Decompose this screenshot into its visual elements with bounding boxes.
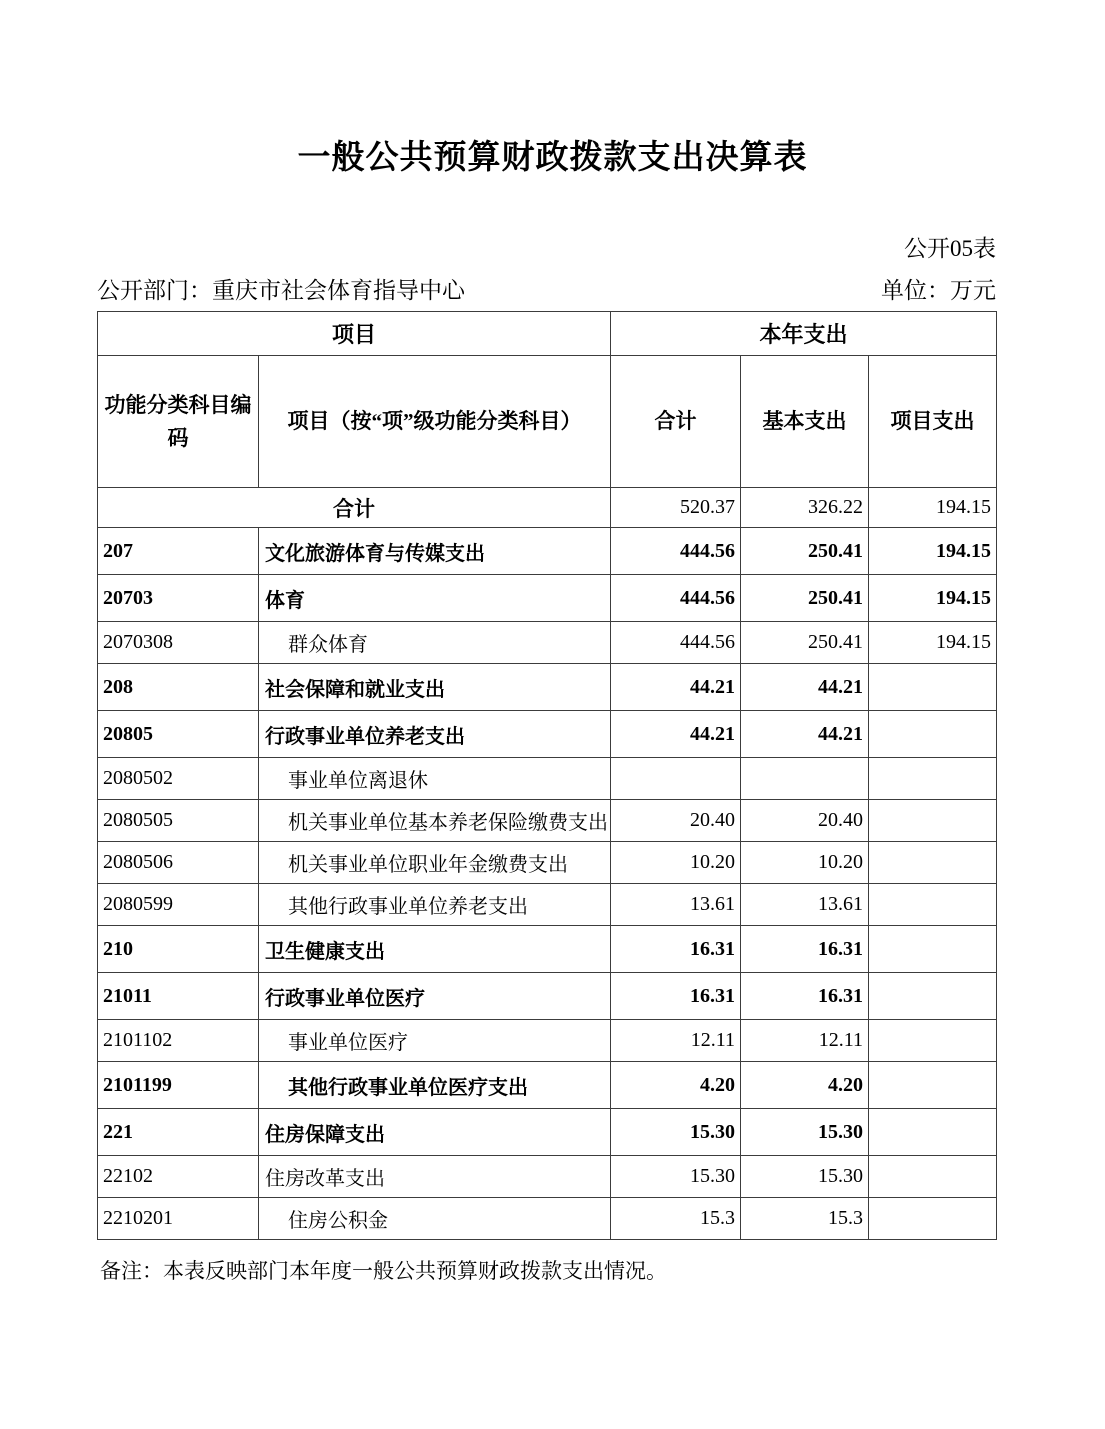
row-function-code: 2101199	[98, 1062, 259, 1109]
grand-total-project-value: 194.15	[869, 488, 997, 528]
row-basic-value: 13.61	[741, 884, 869, 926]
row-total-value: 12.11	[611, 1020, 741, 1062]
table-row	[98, 973, 997, 1020]
row-basic-value: 12.11	[741, 1020, 869, 1062]
row-project-value	[869, 973, 997, 1020]
row-total-value: 44.21	[611, 664, 741, 711]
row-project-value	[869, 1198, 997, 1240]
row-total-value: 15.30	[611, 1156, 741, 1198]
row-total-value: 4.20	[611, 1062, 741, 1109]
row-project-value	[869, 1109, 997, 1156]
row-item-name: 住房改革支出	[259, 1156, 611, 1198]
row-function-code: 2080506	[98, 842, 259, 884]
table-row	[98, 1020, 997, 1062]
row-function-code: 20805	[98, 711, 259, 758]
table-row	[98, 575, 997, 622]
row-total-value: 20.40	[611, 800, 741, 842]
row-item-name: 事业单位离退休	[259, 758, 611, 800]
row-item-name: 其他行政事业单位医疗支出	[259, 1062, 611, 1109]
table-row	[98, 758, 997, 800]
row-total-value	[611, 758, 741, 800]
header-columns-row	[98, 356, 997, 488]
row-basic-value: 16.31	[741, 973, 869, 1020]
budget-table	[97, 311, 997, 1240]
row-function-code: 20703	[98, 575, 259, 622]
header-col-item: 项目（按“项”级功能分类科目）	[259, 356, 611, 488]
row-function-code: 221	[98, 1109, 259, 1156]
row-basic-value: 4.20	[741, 1062, 869, 1109]
row-total-value: 444.56	[611, 575, 741, 622]
table-row	[98, 926, 997, 973]
table-row	[98, 1156, 997, 1198]
row-project-value	[869, 1156, 997, 1198]
row-basic-value	[741, 758, 869, 800]
row-basic-value: 250.41	[741, 528, 869, 575]
row-total-value: 13.61	[611, 884, 741, 926]
header-col-function-code: 功能分类科目编码	[98, 356, 259, 488]
row-item-name: 社会保障和就业支出	[259, 664, 611, 711]
row-total-value: 15.3	[611, 1198, 741, 1240]
row-basic-value: 20.40	[741, 800, 869, 842]
row-item-name: 住房保障支出	[259, 1109, 611, 1156]
row-basic-value: 250.41	[741, 622, 869, 664]
row-project-value	[869, 664, 997, 711]
row-project-value: 194.15	[869, 528, 997, 575]
table-row	[98, 711, 997, 758]
row-basic-value: 10.20	[741, 842, 869, 884]
row-item-name: 住房公积金	[259, 1198, 611, 1240]
row-project-value	[869, 1020, 997, 1062]
page-title: 一般公共预算财政拨款支出决算表	[297, 138, 808, 175]
row-function-code: 2080599	[98, 884, 259, 926]
row-total-value: 16.31	[611, 926, 741, 973]
grand-total-label: 合计	[98, 488, 611, 528]
row-function-code: 22102	[98, 1156, 259, 1198]
row-project-value	[869, 800, 997, 842]
row-item-name: 文化旅游体育与传媒支出	[259, 528, 611, 575]
row-function-code: 207	[98, 528, 259, 575]
row-item-name: 机关事业单位职业年金缴费支出	[259, 842, 611, 884]
row-item-name: 行政事业单位医疗	[259, 973, 611, 1020]
footnote: 备注：本表反映部门本年度一般公共预算财政拨款支出情况。	[100, 1259, 667, 1283]
row-function-code: 2080505	[98, 800, 259, 842]
row-basic-value: 250.41	[741, 575, 869, 622]
row-project-value	[869, 884, 997, 926]
header-group-current-year-expenditure: 本年支出	[611, 312, 997, 356]
grand-total-value: 520.37	[611, 488, 741, 528]
table-row-grand-total	[98, 488, 997, 528]
table-row	[98, 528, 997, 575]
department-label: 公开部门：重庆市社会体育指导中心	[97, 278, 465, 303]
table-row	[98, 842, 997, 884]
row-basic-value: 44.21	[741, 664, 869, 711]
row-total-value: 10.20	[611, 842, 741, 884]
row-basic-value: 44.21	[741, 711, 869, 758]
table-row	[98, 1109, 997, 1156]
header-col-total: 合计	[611, 356, 741, 488]
row-item-name: 卫生健康支出	[259, 926, 611, 973]
row-function-code: 2101102	[98, 1020, 259, 1062]
row-item-name: 机关事业单位基本养老保险缴费支出	[259, 800, 611, 842]
table-number-label: 公开05表	[904, 236, 996, 261]
table-row	[98, 884, 997, 926]
table-row	[98, 800, 997, 842]
row-function-code: 210	[98, 926, 259, 973]
header-col-basic-expenditure: 基本支出	[741, 356, 869, 488]
row-function-code: 21011	[98, 973, 259, 1020]
row-function-code: 2070308	[98, 622, 259, 664]
row-total-value: 44.21	[611, 711, 741, 758]
header-col-project-expenditure: 项目支出	[869, 356, 997, 488]
row-total-value: 16.31	[611, 973, 741, 1020]
row-item-name: 事业单位医疗	[259, 1020, 611, 1062]
row-total-value: 15.30	[611, 1109, 741, 1156]
table-row	[98, 622, 997, 664]
table-row	[98, 1062, 997, 1109]
row-basic-value: 15.30	[741, 1109, 869, 1156]
row-project-value	[869, 842, 997, 884]
row-total-value: 444.56	[611, 622, 741, 664]
header-group-row	[98, 312, 997, 356]
meta-row	[97, 272, 996, 305]
row-project-value	[869, 711, 997, 758]
row-project-value: 194.15	[869, 575, 997, 622]
table-row	[98, 1198, 997, 1240]
grand-total-basic-value: 326.22	[741, 488, 869, 528]
row-function-code: 208	[98, 664, 259, 711]
row-item-name: 其他行政事业单位养老支出	[259, 884, 611, 926]
row-project-value	[869, 926, 997, 973]
row-project-value	[869, 1062, 997, 1109]
row-basic-value: 15.3	[741, 1198, 869, 1240]
row-total-value: 444.56	[611, 528, 741, 575]
table-row	[98, 664, 997, 711]
row-basic-value: 15.30	[741, 1156, 869, 1198]
row-item-name: 体育	[259, 575, 611, 622]
row-item-name: 群众体育	[259, 622, 611, 664]
row-function-code: 2080502	[98, 758, 259, 800]
row-item-name: 行政事业单位养老支出	[259, 711, 611, 758]
row-function-code: 2210201	[98, 1198, 259, 1240]
row-basic-value: 16.31	[741, 926, 869, 973]
header-group-item: 项目	[98, 312, 611, 356]
row-project-value: 194.15	[869, 622, 997, 664]
unit-label: 单位：万元	[881, 278, 996, 303]
row-project-value	[869, 758, 997, 800]
